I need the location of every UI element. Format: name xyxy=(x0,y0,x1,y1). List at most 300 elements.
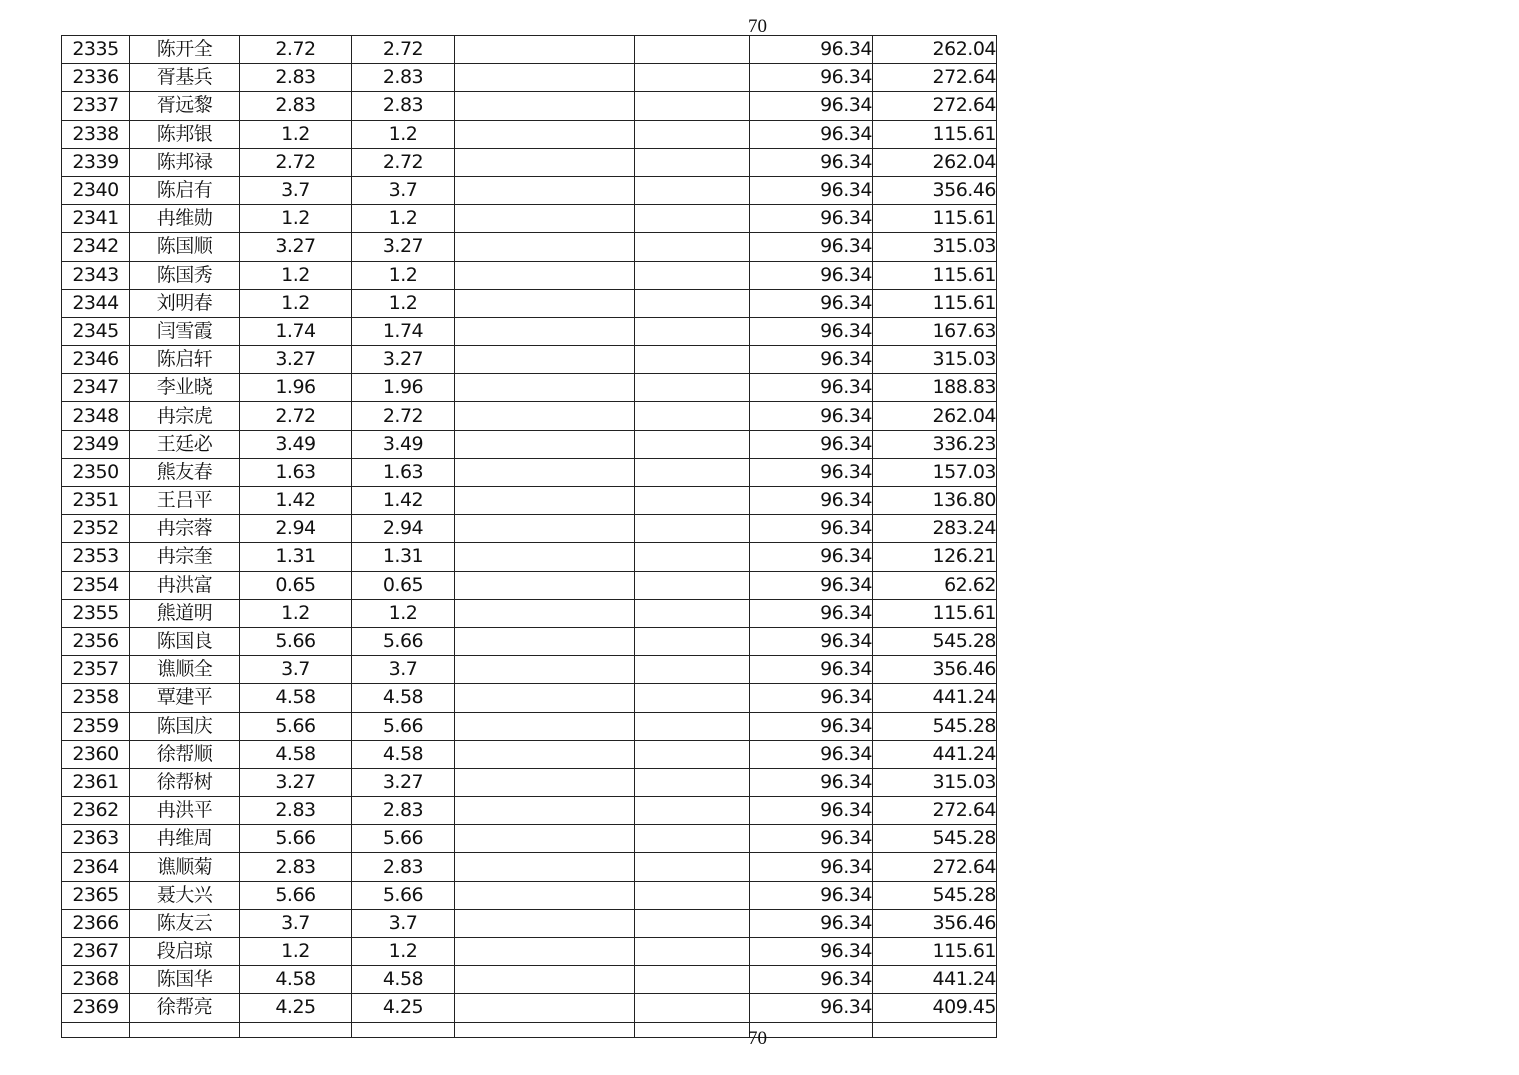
blank-cell xyxy=(873,1022,997,1037)
row-price-cell: 96.34 xyxy=(750,797,873,825)
row-price-cell: 96.34 xyxy=(750,881,873,909)
row-empty-cell xyxy=(455,938,635,966)
row-price-cell: 96.34 xyxy=(750,543,873,571)
row-empty-cell xyxy=(455,148,635,176)
table-row-blank xyxy=(62,1022,997,1037)
table-row xyxy=(62,289,997,317)
row-empty-cell xyxy=(635,92,750,120)
row-total-cell: 315.03 xyxy=(873,233,997,261)
row-area-b-cell: 4.58 xyxy=(352,966,455,994)
blank-cell xyxy=(455,1022,635,1037)
row-total-cell: 272.64 xyxy=(873,797,997,825)
row-price-cell: 96.34 xyxy=(750,994,873,1022)
row-price-cell: 96.34 xyxy=(750,64,873,92)
row-price-cell: 96.34 xyxy=(750,571,873,599)
row-id-cell: 2367 xyxy=(62,938,130,966)
row-empty-cell xyxy=(455,374,635,402)
row-area-b-cell: 3.7 xyxy=(352,909,455,937)
row-empty-cell xyxy=(455,120,635,148)
row-price-cell: 96.34 xyxy=(750,825,873,853)
row-empty-cell xyxy=(635,374,750,402)
row-area-b-cell: 2.72 xyxy=(352,402,455,430)
row-name-cell: 冉维勋 xyxy=(130,205,240,233)
row-name-cell: 陈友云 xyxy=(130,909,240,937)
row-empty-cell xyxy=(455,261,635,289)
table-row xyxy=(62,64,997,92)
row-empty-cell xyxy=(455,966,635,994)
row-price-cell: 96.34 xyxy=(750,261,873,289)
row-area-b-cell: 3.7 xyxy=(352,176,455,204)
row-empty-cell xyxy=(635,430,750,458)
row-total-cell: 272.64 xyxy=(873,64,997,92)
row-name-cell: 胥基兵 xyxy=(130,64,240,92)
row-area-b-cell: 2.94 xyxy=(352,515,455,543)
row-total-cell: 272.64 xyxy=(873,92,997,120)
row-empty-cell xyxy=(455,797,635,825)
row-empty-cell xyxy=(455,627,635,655)
row-area-b-cell: 1.42 xyxy=(352,487,455,515)
row-price-cell: 96.34 xyxy=(750,768,873,796)
row-empty-cell xyxy=(635,64,750,92)
row-empty-cell xyxy=(455,317,635,345)
row-price-cell: 96.34 xyxy=(750,317,873,345)
table-row xyxy=(62,148,997,176)
row-area-b-cell: 3.49 xyxy=(352,430,455,458)
row-area-b-cell: 1.74 xyxy=(352,317,455,345)
row-empty-cell xyxy=(455,599,635,627)
row-empty-cell xyxy=(635,176,750,204)
row-area-a-cell: 1.74 xyxy=(240,317,352,345)
row-area-b-cell: 2.72 xyxy=(352,148,455,176)
row-total-cell: 545.28 xyxy=(873,881,997,909)
row-empty-cell xyxy=(455,430,635,458)
row-empty-cell xyxy=(635,938,750,966)
row-name-cell: 段启琼 xyxy=(130,938,240,966)
row-empty-cell xyxy=(455,176,635,204)
row-name-cell: 冉洪平 xyxy=(130,797,240,825)
row-name-cell: 谯顺菊 xyxy=(130,853,240,881)
row-area-b-cell: 3.27 xyxy=(352,346,455,374)
row-price-cell: 96.34 xyxy=(750,627,873,655)
row-area-a-cell: 3.27 xyxy=(240,233,352,261)
row-area-b-cell: 1.2 xyxy=(352,261,455,289)
row-total-cell: 115.61 xyxy=(873,599,997,627)
row-area-b-cell: 2.83 xyxy=(352,853,455,881)
row-id-cell: 2364 xyxy=(62,853,130,881)
row-area-a-cell: 1.2 xyxy=(240,938,352,966)
row-name-cell: 陈国庆 xyxy=(130,712,240,740)
row-area-a-cell: 2.72 xyxy=(240,36,352,64)
table-row xyxy=(62,825,997,853)
row-id-cell: 2356 xyxy=(62,627,130,655)
row-area-a-cell: 5.66 xyxy=(240,881,352,909)
ledger-table xyxy=(61,35,997,1038)
row-id-cell: 2347 xyxy=(62,374,130,402)
row-price-cell: 96.34 xyxy=(750,909,873,937)
row-name-cell: 陈国顺 xyxy=(130,233,240,261)
table-row xyxy=(62,120,997,148)
row-name-cell: 徐帮树 xyxy=(130,768,240,796)
table-row xyxy=(62,487,997,515)
row-area-a-cell: 1.2 xyxy=(240,120,352,148)
row-name-cell: 冉维周 xyxy=(130,825,240,853)
row-empty-cell xyxy=(635,233,750,261)
row-total-cell: 262.04 xyxy=(873,402,997,430)
row-empty-cell xyxy=(635,825,750,853)
row-price-cell: 96.34 xyxy=(750,938,873,966)
row-name-cell: 陈邦银 xyxy=(130,120,240,148)
row-id-cell: 2360 xyxy=(62,740,130,768)
blank-cell xyxy=(635,1022,750,1037)
row-price-cell: 96.34 xyxy=(750,966,873,994)
row-total-cell: 262.04 xyxy=(873,148,997,176)
table-row xyxy=(62,261,997,289)
row-empty-cell xyxy=(635,205,750,233)
row-empty-cell xyxy=(455,487,635,515)
row-empty-cell xyxy=(635,656,750,684)
page-number-bottom: 70 xyxy=(748,1028,767,1049)
row-empty-cell xyxy=(455,64,635,92)
row-id-cell: 2340 xyxy=(62,176,130,204)
row-area-b-cell: 0.65 xyxy=(352,571,455,599)
row-name-cell: 徐帮亮 xyxy=(130,994,240,1022)
row-id-cell: 2355 xyxy=(62,599,130,627)
row-name-cell: 王吕平 xyxy=(130,487,240,515)
table-row xyxy=(62,656,997,684)
row-empty-cell xyxy=(455,92,635,120)
table-row xyxy=(62,402,997,430)
row-empty-cell xyxy=(635,148,750,176)
table-row xyxy=(62,543,997,571)
row-area-a-cell: 2.94 xyxy=(240,515,352,543)
row-empty-cell xyxy=(635,402,750,430)
row-area-b-cell: 3.7 xyxy=(352,656,455,684)
row-id-cell: 2346 xyxy=(62,346,130,374)
row-total-cell: 283.24 xyxy=(873,515,997,543)
row-name-cell: 陈启轩 xyxy=(130,346,240,374)
row-total-cell: 356.46 xyxy=(873,656,997,684)
row-total-cell: 115.61 xyxy=(873,205,997,233)
table-row xyxy=(62,966,997,994)
row-empty-cell xyxy=(635,853,750,881)
table-row xyxy=(62,36,997,64)
row-area-a-cell: 3.27 xyxy=(240,768,352,796)
row-total-cell: 441.24 xyxy=(873,684,997,712)
row-empty-cell xyxy=(455,656,635,684)
row-name-cell: 刘明春 xyxy=(130,289,240,317)
row-name-cell: 冉宗奎 xyxy=(130,543,240,571)
row-area-b-cell: 5.66 xyxy=(352,881,455,909)
table-row xyxy=(62,740,997,768)
row-area-a-cell: 2.83 xyxy=(240,64,352,92)
row-total-cell: 262.04 xyxy=(873,36,997,64)
row-total-cell: 356.46 xyxy=(873,176,997,204)
row-empty-cell xyxy=(455,571,635,599)
row-id-cell: 2342 xyxy=(62,233,130,261)
row-area-a-cell: 0.65 xyxy=(240,571,352,599)
row-empty-cell xyxy=(635,120,750,148)
row-empty-cell xyxy=(455,768,635,796)
row-area-b-cell: 2.83 xyxy=(352,64,455,92)
row-id-cell: 2368 xyxy=(62,966,130,994)
row-area-a-cell: 1.96 xyxy=(240,374,352,402)
row-empty-cell xyxy=(635,317,750,345)
table-row xyxy=(62,627,997,655)
row-area-a-cell: 5.66 xyxy=(240,627,352,655)
row-total-cell: 441.24 xyxy=(873,966,997,994)
row-price-cell: 96.34 xyxy=(750,712,873,740)
row-price-cell: 96.34 xyxy=(750,430,873,458)
row-name-cell: 陈邦禄 xyxy=(130,148,240,176)
row-area-a-cell: 4.58 xyxy=(240,684,352,712)
row-area-b-cell: 1.2 xyxy=(352,205,455,233)
row-empty-cell xyxy=(455,853,635,881)
row-id-cell: 2344 xyxy=(62,289,130,317)
row-price-cell: 96.34 xyxy=(750,684,873,712)
row-area-a-cell: 3.7 xyxy=(240,176,352,204)
row-area-a-cell: 1.63 xyxy=(240,458,352,486)
row-empty-cell xyxy=(635,797,750,825)
row-price-cell: 96.34 xyxy=(750,458,873,486)
row-id-cell: 2337 xyxy=(62,92,130,120)
row-id-cell: 2354 xyxy=(62,571,130,599)
row-price-cell: 96.34 xyxy=(750,740,873,768)
row-area-b-cell: 4.25 xyxy=(352,994,455,1022)
row-empty-cell xyxy=(635,543,750,571)
row-total-cell: 336.23 xyxy=(873,430,997,458)
row-empty-cell xyxy=(635,994,750,1022)
row-name-cell: 陈开全 xyxy=(130,36,240,64)
row-empty-cell xyxy=(455,289,635,317)
row-area-a-cell: 1.2 xyxy=(240,205,352,233)
row-empty-cell xyxy=(455,740,635,768)
table-row xyxy=(62,684,997,712)
row-empty-cell xyxy=(635,289,750,317)
row-area-a-cell: 2.83 xyxy=(240,853,352,881)
row-area-a-cell: 3.49 xyxy=(240,430,352,458)
row-area-a-cell: 1.2 xyxy=(240,599,352,627)
row-total-cell: 545.28 xyxy=(873,627,997,655)
row-id-cell: 2349 xyxy=(62,430,130,458)
row-price-cell: 96.34 xyxy=(750,289,873,317)
row-empty-cell xyxy=(455,515,635,543)
ledger-body xyxy=(62,36,997,1038)
row-id-cell: 2366 xyxy=(62,909,130,937)
row-total-cell: 126.21 xyxy=(873,543,997,571)
row-id-cell: 2338 xyxy=(62,120,130,148)
row-empty-cell xyxy=(455,36,635,64)
row-name-cell: 谯顺全 xyxy=(130,656,240,684)
blank-cell xyxy=(240,1022,352,1037)
row-area-a-cell: 5.66 xyxy=(240,712,352,740)
row-id-cell: 2361 xyxy=(62,768,130,796)
row-empty-cell xyxy=(635,458,750,486)
row-name-cell: 李业晓 xyxy=(130,374,240,402)
row-id-cell: 2351 xyxy=(62,487,130,515)
row-total-cell: 167.63 xyxy=(873,317,997,345)
row-price-cell: 96.34 xyxy=(750,120,873,148)
row-empty-cell xyxy=(455,402,635,430)
row-area-b-cell: 1.2 xyxy=(352,938,455,966)
row-id-cell: 2345 xyxy=(62,317,130,345)
row-empty-cell xyxy=(635,712,750,740)
row-area-b-cell: 3.27 xyxy=(352,768,455,796)
row-empty-cell xyxy=(635,740,750,768)
table-row xyxy=(62,205,997,233)
row-id-cell: 2353 xyxy=(62,543,130,571)
row-id-cell: 2352 xyxy=(62,515,130,543)
row-empty-cell xyxy=(635,684,750,712)
row-area-a-cell: 1.2 xyxy=(240,261,352,289)
row-area-a-cell: 1.2 xyxy=(240,289,352,317)
table-row xyxy=(62,909,997,937)
row-price-cell: 96.34 xyxy=(750,346,873,374)
table-row xyxy=(62,515,997,543)
row-area-a-cell: 2.72 xyxy=(240,148,352,176)
row-id-cell: 2362 xyxy=(62,797,130,825)
row-total-cell: 409.45 xyxy=(873,994,997,1022)
row-price-cell: 96.34 xyxy=(750,515,873,543)
row-empty-cell xyxy=(455,881,635,909)
row-total-cell: 545.28 xyxy=(873,712,997,740)
row-id-cell: 2359 xyxy=(62,712,130,740)
table-row xyxy=(62,458,997,486)
row-empty-cell xyxy=(455,684,635,712)
row-name-cell: 聂大兴 xyxy=(130,881,240,909)
row-area-a-cell: 2.83 xyxy=(240,797,352,825)
row-area-a-cell: 2.72 xyxy=(240,402,352,430)
row-price-cell: 96.34 xyxy=(750,487,873,515)
row-price-cell: 96.34 xyxy=(750,92,873,120)
table-row xyxy=(62,712,997,740)
row-name-cell: 闫雪霞 xyxy=(130,317,240,345)
row-name-cell: 陈国秀 xyxy=(130,261,240,289)
table-row xyxy=(62,374,997,402)
row-area-b-cell: 2.72 xyxy=(352,36,455,64)
row-total-cell: 315.03 xyxy=(873,346,997,374)
row-empty-cell xyxy=(635,487,750,515)
row-empty-cell xyxy=(635,36,750,64)
row-total-cell: 157.03 xyxy=(873,458,997,486)
blank-cell xyxy=(352,1022,455,1037)
row-area-a-cell: 4.25 xyxy=(240,994,352,1022)
row-area-b-cell: 3.27 xyxy=(352,233,455,261)
page-number-top: 70 xyxy=(748,16,767,37)
row-area-a-cell: 4.58 xyxy=(240,966,352,994)
row-price-cell: 96.34 xyxy=(750,148,873,176)
row-total-cell: 115.61 xyxy=(873,261,997,289)
row-area-a-cell: 2.83 xyxy=(240,92,352,120)
row-area-a-cell: 3.7 xyxy=(240,656,352,684)
row-name-cell: 冉洪富 xyxy=(130,571,240,599)
table-row xyxy=(62,571,997,599)
row-empty-cell xyxy=(635,261,750,289)
row-area-a-cell: 5.66 xyxy=(240,825,352,853)
row-id-cell: 2335 xyxy=(62,36,130,64)
row-area-b-cell: 1.31 xyxy=(352,543,455,571)
row-name-cell: 冉宗蓉 xyxy=(130,515,240,543)
row-area-b-cell: 5.66 xyxy=(352,825,455,853)
row-total-cell: 272.64 xyxy=(873,853,997,881)
row-id-cell: 2350 xyxy=(62,458,130,486)
row-area-b-cell: 1.63 xyxy=(352,458,455,486)
row-id-cell: 2339 xyxy=(62,148,130,176)
row-price-cell: 96.34 xyxy=(750,402,873,430)
row-empty-cell xyxy=(635,909,750,937)
row-total-cell: 115.61 xyxy=(873,289,997,317)
row-area-b-cell: 2.83 xyxy=(352,92,455,120)
row-area-b-cell: 1.2 xyxy=(352,120,455,148)
row-price-cell: 96.34 xyxy=(750,176,873,204)
row-empty-cell xyxy=(455,712,635,740)
row-id-cell: 2357 xyxy=(62,656,130,684)
blank-cell xyxy=(130,1022,240,1037)
row-empty-cell xyxy=(455,994,635,1022)
row-price-cell: 96.34 xyxy=(750,374,873,402)
row-id-cell: 2365 xyxy=(62,881,130,909)
row-name-cell: 覃建平 xyxy=(130,684,240,712)
row-name-cell: 陈国华 xyxy=(130,966,240,994)
row-price-cell: 96.34 xyxy=(750,233,873,261)
row-empty-cell xyxy=(635,599,750,627)
row-empty-cell xyxy=(635,515,750,543)
row-name-cell: 徐帮顺 xyxy=(130,740,240,768)
row-total-cell: 441.24 xyxy=(873,740,997,768)
row-total-cell: 188.83 xyxy=(873,374,997,402)
row-empty-cell xyxy=(455,233,635,261)
row-total-cell: 115.61 xyxy=(873,938,997,966)
row-empty-cell xyxy=(635,571,750,599)
row-total-cell: 356.46 xyxy=(873,909,997,937)
row-price-cell: 96.34 xyxy=(750,656,873,684)
row-empty-cell xyxy=(455,205,635,233)
row-area-b-cell: 1.96 xyxy=(352,374,455,402)
table-row xyxy=(62,176,997,204)
table-row xyxy=(62,346,997,374)
row-id-cell: 2336 xyxy=(62,64,130,92)
row-empty-cell xyxy=(635,966,750,994)
row-id-cell: 2341 xyxy=(62,205,130,233)
row-empty-cell xyxy=(455,909,635,937)
row-area-b-cell: 5.66 xyxy=(352,712,455,740)
row-area-a-cell: 3.7 xyxy=(240,909,352,937)
row-name-cell: 熊友春 xyxy=(130,458,240,486)
row-area-a-cell: 1.31 xyxy=(240,543,352,571)
table-row xyxy=(62,994,997,1022)
row-price-cell: 96.34 xyxy=(750,853,873,881)
row-empty-cell xyxy=(455,825,635,853)
row-empty-cell xyxy=(635,627,750,655)
row-empty-cell xyxy=(635,881,750,909)
row-total-cell: 62.62 xyxy=(873,571,997,599)
row-id-cell: 2358 xyxy=(62,684,130,712)
row-area-b-cell: 1.2 xyxy=(352,599,455,627)
row-id-cell: 2369 xyxy=(62,994,130,1022)
blank-cell xyxy=(750,1022,873,1037)
row-empty-cell xyxy=(635,346,750,374)
table-row xyxy=(62,881,997,909)
row-empty-cell xyxy=(455,458,635,486)
row-area-b-cell: 2.83 xyxy=(352,797,455,825)
table-row xyxy=(62,92,997,120)
row-area-a-cell: 3.27 xyxy=(240,346,352,374)
table-row xyxy=(62,430,997,458)
row-area-a-cell: 4.58 xyxy=(240,740,352,768)
row-price-cell: 96.34 xyxy=(750,599,873,627)
row-price-cell: 96.34 xyxy=(750,36,873,64)
table-row xyxy=(62,317,997,345)
blank-cell xyxy=(62,1022,130,1037)
